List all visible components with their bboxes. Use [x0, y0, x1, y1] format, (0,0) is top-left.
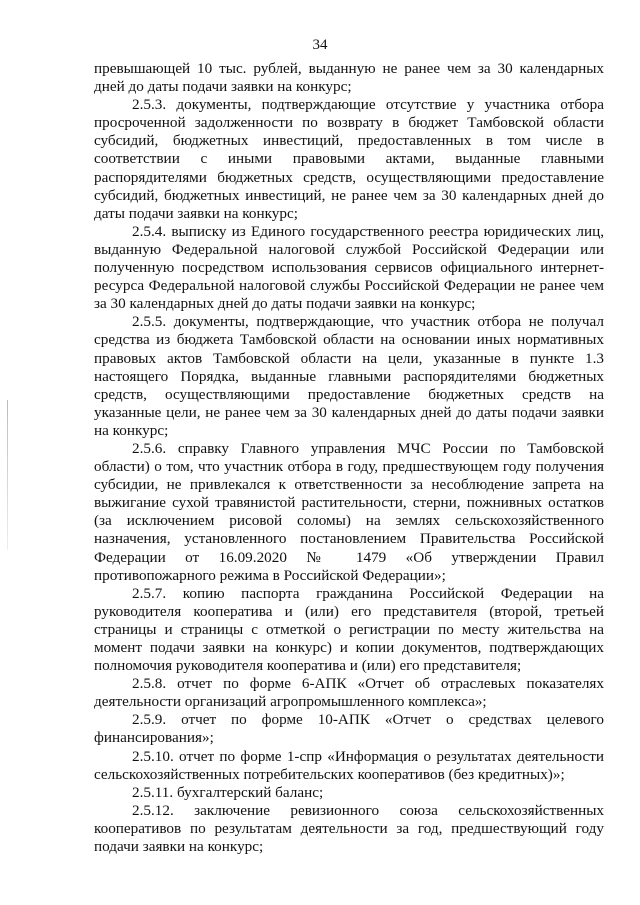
- paragraph-2-5-11: 2.5.11. бухгалтерский баланс;: [132, 783, 324, 801]
- paragraph-2-5-9: 2.5.9. отчет по форме 10-АПК «Отчет о средствах целевого финансирования»;: [94, 711, 604, 747]
- paragraph-2-5-4: 2.5.4. выписку из Единого государственного реестра юридических лиц, выданную Федеральной налоговой службой Российской Федерации или полученную посредством использования сервисов официального интернет-ресурса Федеральной налоговой службы Российской Федерации не ранее чем за 30 календарных дней до даты подачи заявки на конкурс;: [94, 222, 604, 313]
- body-text: [94, 60, 604, 856]
- paragraph-2-5-5: 2.5.5. документы, подтверждающие, что участник отбора не получал средства из бюджета Тамбовской области на основании иных нормативных правовых актов Тамбовской области на цели, указанные в пункте 1.3 настоящего Порядка, выданные главными распорядителями бюджетных средств, осуществляющими предоставление бюджетных средств на указанные цели, не ранее чем за 30 календарных дней до даты подачи заявки на конкурс;: [94, 313, 604, 439]
- paragraph-2-5-8: 2.5.8. отчет по форме 6-АПК «Отчет об отраслевых показателях деятельности организаций агропромышленного комплекса»;: [94, 675, 604, 711]
- page-number: 34: [312, 37, 328, 53]
- paragraph-2-5-7: 2.5.7. копию паспорта гражданина Российской Федерации на руководителя кооператива и (или) его представителя (второй, третьей страницы и страницы с отметкой о регистрации по месту жительства на момент подачи заявки на конкурс) и копии документов, подтверждающих полномочия руководителя кооператива и (или) его представителя;: [94, 584, 604, 675]
- paragraph-continuation: превышающей 10 тыс. рублей, выданную не ранее чем за 30 календарных дней до даты подачи заявки на конкурс;: [94, 60, 604, 96]
- paragraph-2-5-6: 2.5.6. справку Главного управления МЧС России по Тамбовской области) о том, что участник отбора в году, предшествующем году получения субсидии, не привлекался к ответственности за несоблюдение запрета на выжигание сухой травянистой растительности, стерни, пожнивных остатков (за исключением рисовой соломы) на землях сельскохозяйственного назначения, установленного постановлением Правительства Российской Федерации от 16.09.2020 № 1479 «Об утверждении Правил противопожарного режима в Российской Федерации»;: [94, 439, 604, 584]
- paragraph-2-5-3: 2.5.3. документы, подтверждающие отсутствие у участника отбора просроченной задолженности по возврату в бюджет Тамбовской области субсидий, бюджетных инвестиций, предоставленных в том числе в соответствии с иными правовыми актами, выданные главными распорядителями бюджетных средств, осуществляющими предоставление субсидий, бюджетных инвестиций, не ранее чем за 30 календарных дней до даты подачи заявки на конкурс;: [94, 96, 604, 222]
- paragraph-2-5-10: 2.5.10. отчет по форме 1-спр «Информация о результатах деятельности сельскохозяйственных потребительских кооперативов (без кредитных)»;: [94, 747, 604, 783]
- paragraph-2-5-12: 2.5.12. заключение ревизионного союза сельскохозяйственных кооперативов по результатам деятельности за год, предшествующий году подачи заявки на конкурс;: [94, 801, 604, 856]
- scan-margin-mark: [7, 400, 8, 550]
